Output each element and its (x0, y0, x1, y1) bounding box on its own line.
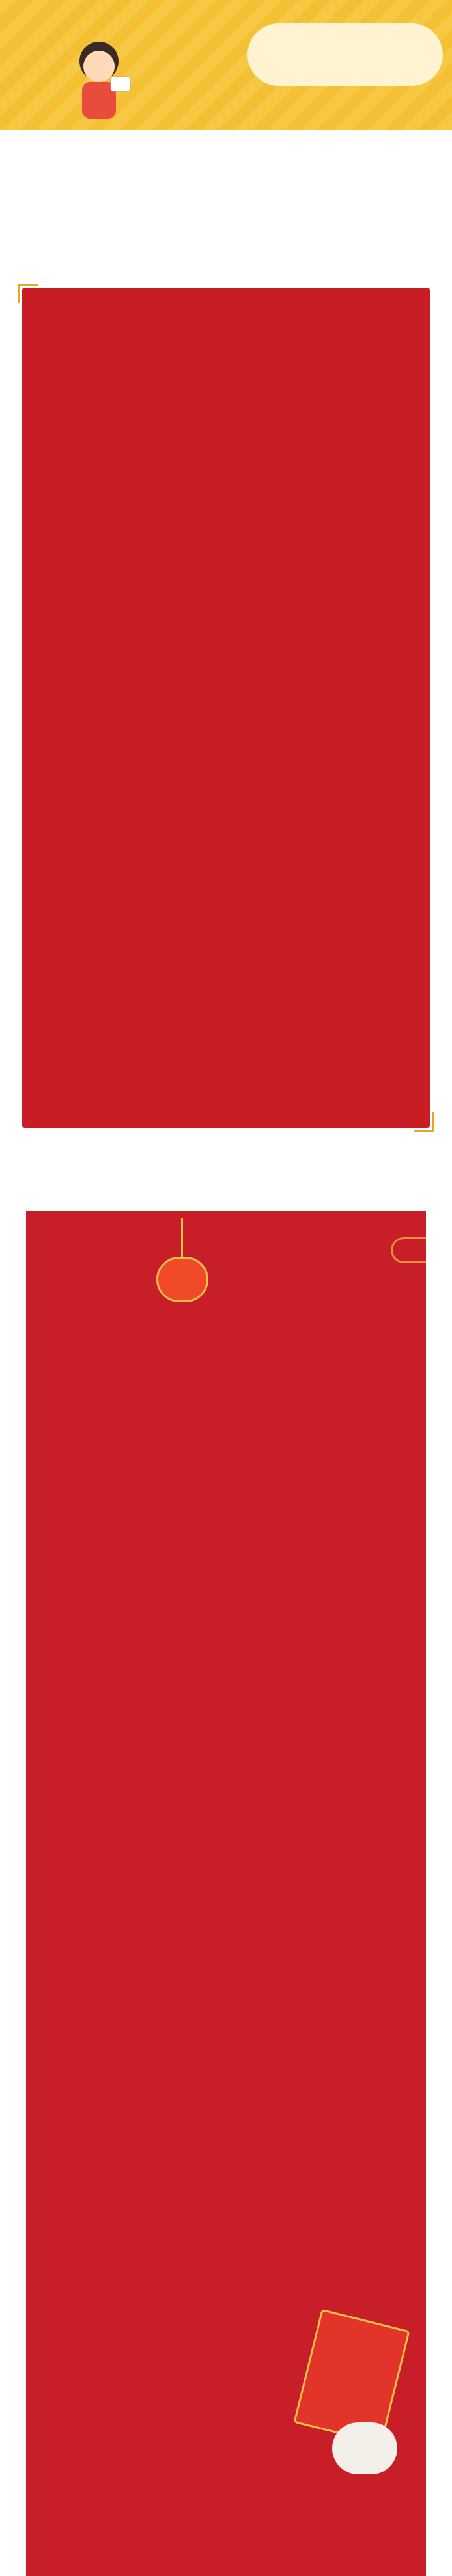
slogan (142, 1558, 220, 1601)
donation-list-panel (22, 288, 430, 1128)
slogan (232, 1558, 310, 1601)
slogan (142, 1644, 220, 1687)
slogan (52, 1472, 130, 1515)
cloud-icon (391, 1237, 426, 1263)
slogan (52, 1644, 130, 1687)
slogan (52, 1601, 130, 1644)
corner-decoration (414, 1112, 434, 1132)
cartoon-child-icon (60, 34, 138, 125)
slogan (232, 1644, 310, 1687)
header-banner (0, 0, 452, 130)
slogan (142, 1515, 220, 1558)
corner-decoration (18, 284, 38, 303)
slogan (322, 1558, 400, 1601)
slogan (142, 1472, 220, 1515)
slogan-row (52, 1472, 400, 1515)
lantern-cord (181, 1218, 183, 1258)
new-year-poster (26, 1211, 426, 2576)
banner-title (257, 31, 440, 83)
slogan-row (52, 1601, 400, 1644)
slogan (322, 1644, 400, 1687)
slogan-row (52, 1558, 400, 1601)
slogan (142, 1601, 220, 1644)
slogan (232, 1472, 310, 1515)
mouse-mascot-icon (332, 2422, 397, 2474)
slogan (322, 1472, 400, 1515)
lantern-icon (156, 1257, 208, 1302)
slogan (322, 1515, 400, 1558)
slogan (52, 1515, 130, 1558)
slogan (232, 1601, 310, 1644)
slogan (322, 1601, 400, 1644)
slogan-row (52, 1515, 400, 1558)
slogan-grid (52, 1472, 400, 1687)
slogan (232, 1515, 310, 1558)
slogan (52, 1558, 130, 1601)
slogan-row (52, 1644, 400, 1687)
